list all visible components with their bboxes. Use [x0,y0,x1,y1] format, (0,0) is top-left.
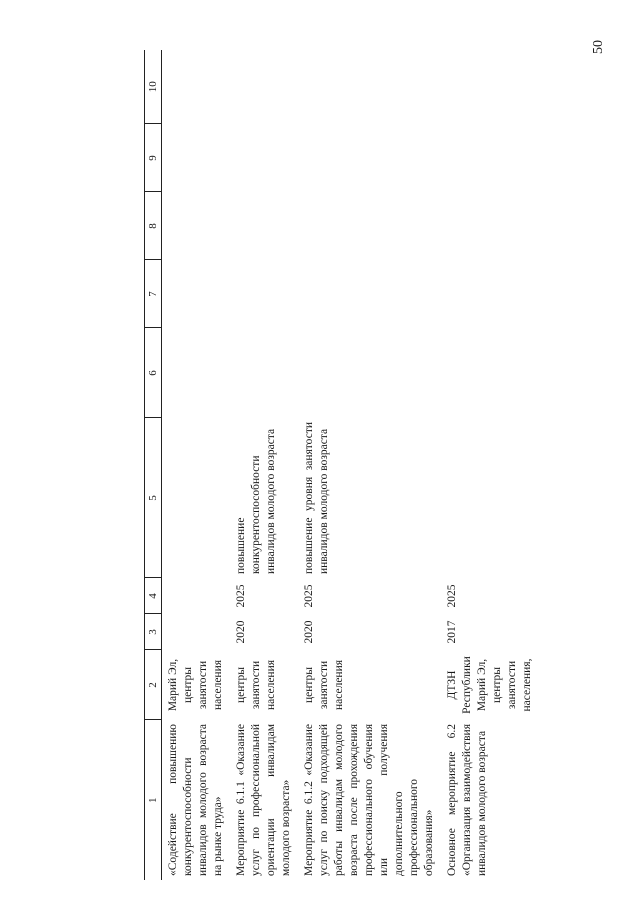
start-year: 2017 [446,620,458,644]
measure-name: Мероприятие 6.1.2 «Оказание услуг по поиску подходящей работы инвалидам молодого возраста после прохождения профессионального обучения или получения дополнительного профессионального образования» [303,724,435,876]
expected-result: повышение уровня занятости инвалидов молодого возраста [303,422,330,574]
measure-name: «Содействие повышению конкурентоспособности инвалидов молодого возраста на рынке труда» [167,724,224,876]
end-year: 2025 [235,584,247,608]
measure-name: Мероприятие 6.1.1 «Оказание услуг по профессиональной ориентации инвалидам молодого возраста» [235,724,292,876]
expected-result [162,418,231,578]
start-year [162,614,231,650]
responsible-executor: ДТЗН Республики Марий Эл, центры занятости населения, [446,656,533,714]
measures-table [144,50,539,880]
column-header: 9 [145,124,162,192]
responsible-executor: центры занятости населения [235,659,277,711]
end-year [162,578,231,614]
table-header-row [145,50,162,880]
table-row [298,50,441,880]
table-row [441,50,539,880]
expected-result [441,418,539,578]
start-year: 2020 [235,620,247,644]
end-year: 2025 [303,584,315,608]
table-row [230,50,298,880]
column-header: 3 [145,614,162,650]
column-header: 7 [145,260,162,328]
column-header: 2 [145,650,162,720]
column-header: 1 [145,720,162,880]
column-header: 6 [145,328,162,418]
start-year: 2020 [303,620,315,644]
measure-name: Основное мероприятие 6.2 «Организация взаимодействия инвалидов молодого возраста [446,724,488,876]
end-year: 2025 [446,584,458,608]
responsible-executor: центры занятости населения [303,659,345,711]
column-header: 10 [145,50,162,124]
column-header: 4 [145,578,162,614]
expected-result: повышение конкурентоспособности инвалидов молодого возраста [235,428,277,574]
rotated-table-container [144,50,622,880]
column-header: 5 [145,418,162,578]
page-number: 50 [591,40,606,54]
column-header: 8 [145,192,162,260]
responsible-executor: Марий Эл, центры занятости населения [167,658,224,712]
table-row [162,50,231,880]
